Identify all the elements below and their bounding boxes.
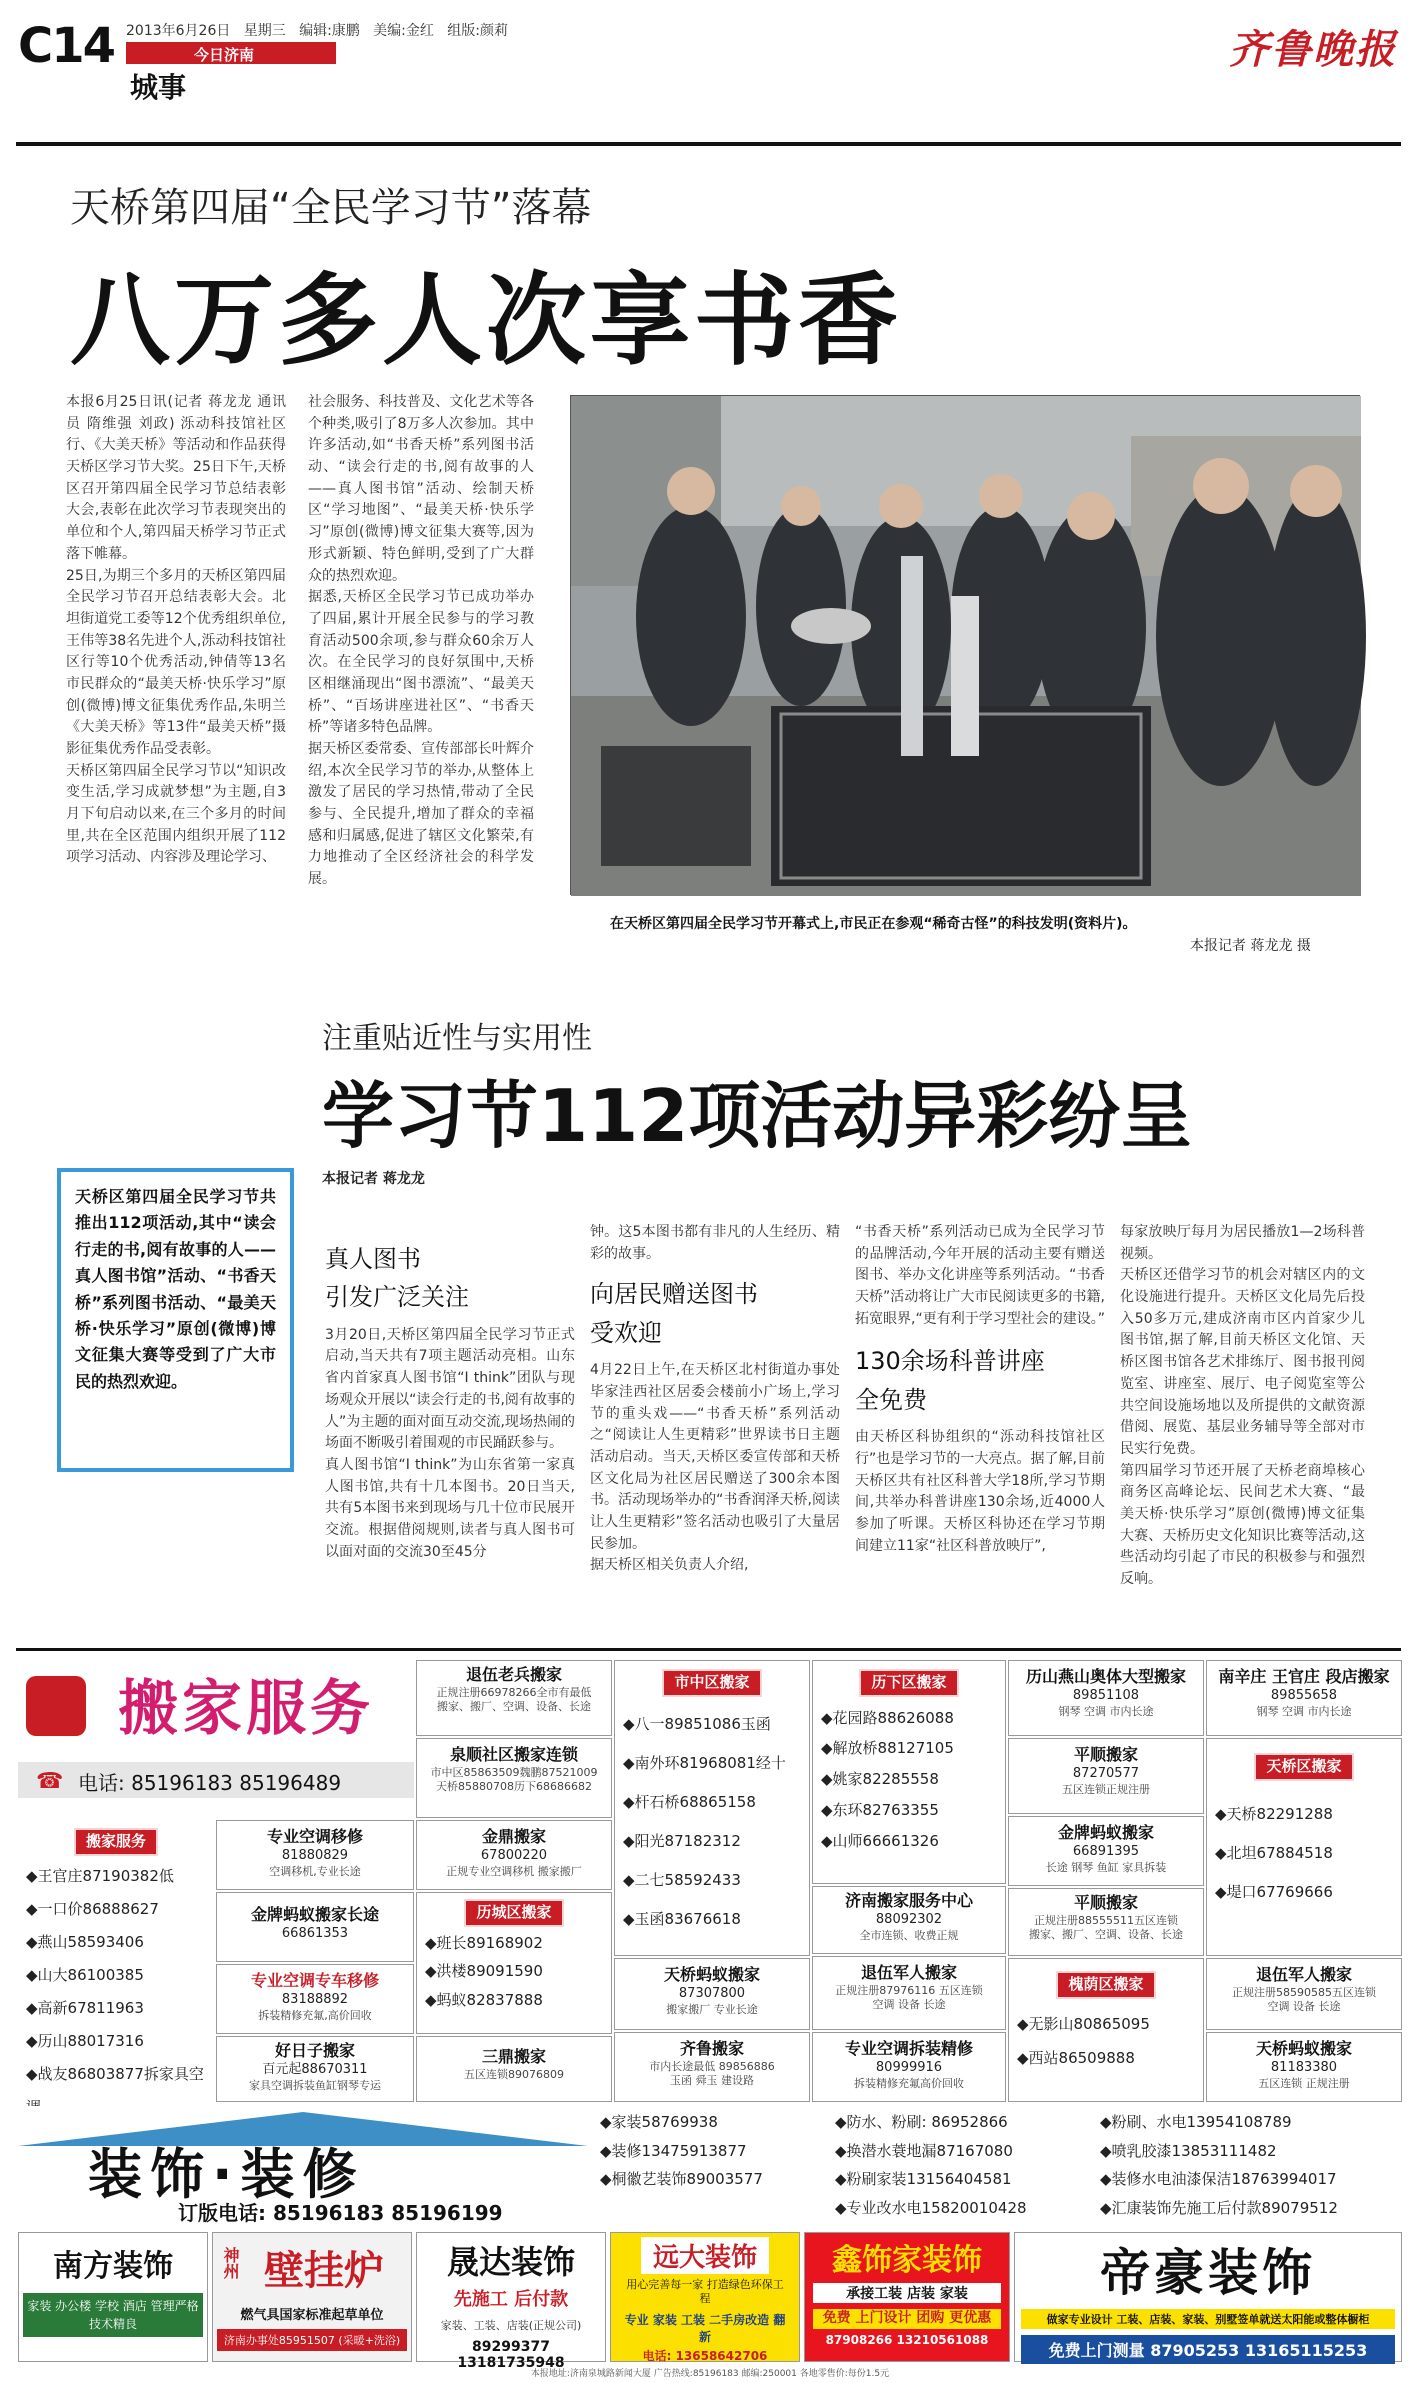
ad-desc: 正规注册88555511五区连锁 bbox=[1034, 1913, 1178, 1927]
ad-c-a2 bbox=[416, 1738, 612, 1818]
list-left-1: ◆一口价86888627 bbox=[26, 1899, 159, 1918]
ad-name: 平顺搬家 bbox=[1073, 1745, 1138, 1764]
ad-desc: 五区连锁 正规注册 bbox=[1258, 2076, 1350, 2090]
moving-title: 搬家服务 bbox=[118, 1674, 374, 1744]
editor: 编辑:康鹏 bbox=[299, 23, 360, 39]
ad-deco-banner bbox=[18, 2106, 588, 2226]
ad-nanfang bbox=[18, 2232, 208, 2362]
list-lixia-4: ◆山师66661326 bbox=[821, 1831, 939, 1850]
photo-credit: 本报记者 蒋龙龙 摄 bbox=[1190, 938, 1311, 954]
a2-col-2-text-b: 4月22日上午,在天桥区北村街道办事处毕家洼西社区居委会楼前小广场上,学习节的重头戏——“书香天桥”系列活动之“阅读让人生更精彩”世界读书日主题活动启动。当天,天桥区委宣传部和天桥区文化局为社区居民赠送了300余本图书。活动现场举办的“书香润泽天桥,阅读让人生更精彩”签名活动也吸引了大量居民参加。 据天桥区相关负责人介绍, bbox=[590, 1362, 840, 1574]
list-lichen-1: ◆洪楼89091590 bbox=[425, 1962, 543, 1980]
ad-desc: 长途 钢琴 鱼缸 家具拆装 bbox=[1045, 1860, 1167, 1874]
ad-name: 平顺搬家 bbox=[1073, 1893, 1138, 1912]
ad-bigualu-desc: 燃气具国家标准起草单位 bbox=[240, 2308, 384, 2323]
ad-dihao-title: 帝豪装饰 bbox=[1100, 2244, 1316, 2302]
ad-xinshijia-title: 鑫饰家装饰 bbox=[832, 2243, 982, 2278]
layout-editor: 组版:颜莉 bbox=[447, 23, 508, 39]
tag-tianqiao: 天桥区搬家 bbox=[1254, 1753, 1353, 1781]
ad-desc-2: 玉函 舜玉 建设路 bbox=[670, 2074, 754, 2088]
list-left-0: ◆王官庄87190382低 bbox=[26, 1866, 174, 1885]
ad-box-huaiyin bbox=[1008, 1958, 1204, 2102]
ad-box-left-list bbox=[18, 1822, 214, 2102]
ad-desc: 拆装精修充氟,高价回收 bbox=[258, 2008, 372, 2022]
art-editor: 美编:金红 bbox=[373, 23, 434, 39]
section-name: 城事 bbox=[130, 71, 187, 104]
ad-c-g2 bbox=[812, 1956, 1006, 2030]
ad-name: 济南搬家服务中心 bbox=[844, 1891, 973, 1910]
issue-date: 2013年6月26日 bbox=[126, 23, 231, 39]
ad-bigualu-brand: 神州 bbox=[221, 2247, 240, 2279]
ad-name: 天桥蚂蚁搬家 bbox=[1255, 2039, 1352, 2058]
issue-weekday: 星期三 bbox=[243, 23, 286, 39]
ad-name: 退伍老兵搬家 bbox=[465, 1665, 562, 1684]
list-left-5: ◆历山88017316 bbox=[26, 2031, 144, 2050]
deco-item-5: ◆粉刷家装13156404581 bbox=[835, 2170, 1012, 2188]
list-huaiyin-1: ◆西站86509888 bbox=[1017, 2049, 1135, 2067]
ad-shengda bbox=[416, 2232, 606, 2371]
ads-rule bbox=[16, 1648, 1401, 1651]
ad-desc: 空调移机,专业长途 bbox=[269, 1864, 361, 1878]
ad-nanfang-desc: 家装 办公楼 学校 酒店 管理严格 技术精良 bbox=[23, 2293, 203, 2337]
ad-phone: 89851108 bbox=[1072, 1687, 1140, 1703]
ad-phone: 87270577 bbox=[1072, 1765, 1140, 1781]
ad-desc: 正规专业空调移机 搬家搬厂 bbox=[446, 1864, 582, 1878]
ad-name: 齐鲁搬家 bbox=[679, 2039, 744, 2058]
ad-phone: 88092302 bbox=[875, 1911, 943, 1927]
ad-desc: 五区连锁正规注册 bbox=[1062, 1782, 1150, 1796]
a2-col-3 bbox=[855, 1222, 1105, 1627]
ad-name: 历山燕山奥体大型搬家 bbox=[1025, 1667, 1186, 1686]
ad-shengda-desc: 家装、工装、店装(正规公司) bbox=[440, 2319, 582, 2332]
ad-name: 退伍军人搬家 bbox=[1255, 1965, 1352, 1984]
list-shizhong-4: ◆二七58592433 bbox=[623, 1870, 741, 1889]
list-shizhong-1: ◆南外环81968081经十 bbox=[623, 1753, 786, 1772]
deco-item-6: ◆专业改水电15820010428 bbox=[835, 2198, 1027, 2217]
list-lixia-0: ◆花园路88626088 bbox=[821, 1708, 954, 1727]
photo-caption: 在天桥区第四届全民学习节开幕式上,市民正在参观“稀奇古怪”的科技发明(资料片)。 bbox=[610, 916, 1137, 932]
ad-c-e1 bbox=[216, 2036, 414, 2102]
ad-phone: 80999916 bbox=[875, 2059, 943, 2075]
ad-deco-list bbox=[592, 2106, 1402, 2226]
ad-phone: 81183380 bbox=[1270, 2059, 1338, 2075]
a2-col-1-text: 3月20日,天桥区第四届全民学习节正式启动,当天共有7项主题活动亮相。山东省内首家真人图书馆“I think”团队与现场观众开展以“读会行走的书,阅有故事的人”为主题的面对面互动交流,现场热闹的场面不断吸引着围观的市民踊跃参与。 真人图书馆“I think”为山东省第一家真人图书馆,共有十几本图书。20日当天,共有5本图书来到现场与几十位市民展开交流。根据借阅规则,读者与真人图书可以面对面的交流30至45分 bbox=[325, 1326, 575, 1560]
tag-lichen: 历城区搬家 bbox=[464, 1899, 563, 1927]
ad-phone: 百元起88670311 bbox=[262, 2061, 368, 2077]
a1-column-2: 社会服务、科技普及、文化艺术等各个种类,吸引了8万多人次参加。其中许多活动,如“书香天桥”系列图书活动、“读会行走的书,阅有故事的人——真人图书馆”活动、绘制天桥区“学习地图”、“最美天桥·快乐学习”原创(微博)博文征集大赛等,因为形式新颖、特色鲜明,受到了广大群众的热烈欢迎。 据悉,天桥区全民学习节已成功举办了四届,累计开展全民参与的学习教育活动500余项,参与群众60余万人次。在全民学习的良好氛围中,天桥区相继涌现出“图书漂流”、“最美天桥”、“百场讲座进社区”、“书香天桥”等诸多特色品牌。 据天桥区委常委、宣传部部长叶辉介绍,本次全民学习节的举办,从整体上激发了居民的学习热情,带动了全民参与、全民提升,增加了群众的幸福感和归属感,促进了辖区文化繁荣,有力地推动了全区经济社会的科学发展。 bbox=[308, 394, 534, 888]
ad-yuanda-phone: 电话: 13658642706 bbox=[642, 2348, 768, 2363]
ad-box-lichen bbox=[416, 1892, 612, 2034]
ad-name: 金鼎搬家 bbox=[481, 1827, 546, 1846]
list-tianqiao-1: ◆北坦67884518 bbox=[1215, 1843, 1333, 1862]
list-lixia-3: ◆东环82763355 bbox=[821, 1800, 939, 1819]
ad-name: 泉顺社区搬家连锁 bbox=[449, 1745, 578, 1764]
ad-c-h3 bbox=[1008, 1816, 1204, 1886]
ad-desc: 市中区85863509魏鹏87521009 bbox=[430, 1765, 598, 1779]
ad-c-h1 bbox=[1008, 1660, 1204, 1736]
ad-c-e2 bbox=[416, 2036, 612, 2102]
ad-name: 专业空调专车移修 bbox=[250, 1971, 379, 1990]
list-lichen-2: ◆蚂蚁82837888 bbox=[425, 1990, 543, 2009]
a2-col-3-text-b: 由天桥区科协组织的“泺动科技馆社区行”也是学习节的一大亮点。据了解,目前天桥区共有社区科普大学18所,学习节期间,共举办科普讲座130余场,近4000人参加了听课。天桥区科协还在学习节期间建立11家“社区科普放映厅”, bbox=[855, 1429, 1105, 1554]
ad-yuanda-desc: 专业 家装 工装 二手房改造 翻新 bbox=[624, 2312, 786, 2344]
ad-desc: 钢琴 空调 市内长途 bbox=[1058, 1704, 1154, 1718]
subhead-1a: 真人图书 bbox=[325, 1245, 421, 1273]
ad-c-g3 bbox=[812, 2032, 1006, 2102]
list-tianqiao-2: ◆堤口67769666 bbox=[1215, 1882, 1333, 1901]
subhead-1b: 引发广泛关注 bbox=[325, 1283, 469, 1312]
deco-item-2: ◆桐徽艺装饰89003577 bbox=[600, 2170, 763, 2188]
ad-c-a1 bbox=[416, 1660, 612, 1736]
ad-moving-banner bbox=[18, 1660, 414, 1820]
list-left-2: ◆燕山58593406 bbox=[26, 1932, 144, 1951]
tag-shizhong: 市中区搬家 bbox=[662, 1669, 761, 1697]
phone-icon: ☎ bbox=[36, 1769, 64, 1794]
pull-quote-text: 天桥区第四届全民学习节共推出112项活动,其中“读会行走的书,阅有故事的人——真人图书馆”活动、“书香天桥”系列图书活动、“最美天桥·快乐学习”原创(微博)博文征集大赛等受到了广大市民的热烈欢迎。 bbox=[75, 1187, 276, 1391]
list-lixia-1: ◆解放桥88127105 bbox=[821, 1739, 954, 1758]
a2-col-4: 每家放映厅每月为居民播放1—2场科普视频。 天桥区还借学习节的机会对辖区内的文化设施进行提升。天桥区文化局先后投入50多万元,建成济南市区内首家少儿图书馆,据了解,目前天桥区文化馆、天桥区图书馆各艺术排练厅、图书报刊阅览室、讲座室、展厅、电子阅览室等公共空间设施场地以及所提供的文献资源借阅、展览、基层业务辅导等全部对市民实行免费。 第四届学习节还开展了天桥老商埠核心商务区高峰论坛、民间艺术大赛、“最美天桥·快乐学习”原创(微博)博文征集大赛、天桥历史文化知识比赛等活动,这些活动均引起了市民的积极参与和强烈反响。 bbox=[1120, 1224, 1365, 1587]
a2-col-2-text-a: 钟。这5本图书都有非凡的人生经历、精彩的故事。 bbox=[590, 1224, 840, 1262]
subhead-3b: 全免费 bbox=[855, 1385, 927, 1414]
ad-phone: 66861353 bbox=[281, 1925, 349, 1941]
ad-c-h2 bbox=[1008, 1738, 1204, 1814]
subhead-3a: 130余场科普讲座 bbox=[855, 1347, 1045, 1376]
ad-phone: 67800220 bbox=[480, 1847, 548, 1863]
ad-xinshijia-desc: 免费 上门设计 团购 更优惠 bbox=[813, 2309, 1001, 2329]
ad-desc-2: 空调 设备 长途 bbox=[1267, 2000, 1341, 2014]
ad-phone: 83188892 bbox=[281, 1991, 349, 2007]
deco-item-7: ◆粉刷、水电13954108789 bbox=[1100, 2113, 1292, 2131]
a2-kicker: 注重贴近性与实用性 bbox=[322, 1021, 592, 1056]
tag-huaiyin: 槐荫区搬家 bbox=[1056, 1971, 1155, 1999]
tag-lixia: 历下区搬家 bbox=[859, 1669, 958, 1697]
ad-name: 退伍军人搬家 bbox=[860, 1963, 957, 1982]
ad-c-g1 bbox=[812, 1886, 1006, 1954]
ad-phone: 66891395 bbox=[1072, 1843, 1140, 1859]
photo-illustration bbox=[571, 396, 1361, 896]
moving-phone: 电话: 85196183 85196489 bbox=[78, 1771, 342, 1795]
ad-dihao bbox=[1014, 2232, 1402, 2362]
tag-moving: 搬家服务 bbox=[74, 1828, 158, 1856]
ad-desc: 正规注册58590585五区连锁 bbox=[1232, 1985, 1376, 1999]
ad-c-f2 bbox=[614, 2032, 810, 2102]
a2-col-2 bbox=[590, 1222, 840, 1650]
ad-desc: 市内长途最低 89856886 bbox=[649, 2059, 775, 2073]
list-shizhong-5: ◆玉函83676618 bbox=[623, 1909, 741, 1928]
list-left-4: ◆高新67811963 bbox=[26, 1998, 144, 2017]
ad-c-b1 bbox=[216, 1820, 414, 1890]
ad-c-i1 bbox=[1206, 1660, 1402, 1736]
a1-column-1: 本报6月25日讯(记者 蒋龙龙 通讯员 隋维强 刘政) 泺动科技馆社区行、《大美天桥》等活动和作品获得天桥区学习节大奖。25日下午,天桥区召开第四届全民学习节总结表彰大会,表彰在此次学习节表现突出的单位和个人,第四届天桥学习节正式落下帷幕。 25日,为期三个多月的天桥区第四届全民学习节召开总结表彰大会。北坦街道党工委等12个优秀组织单位,王伟等38名先进个人,泺动科技馆社区行等10个优秀活动,钟倩等13名市民群众的“最美天桥·快乐学习”原创(微博)博文征集优秀作品,朱明兰《大美天桥》等13件“最美天桥”摄影征集优秀作品受表彰。 天桥区第四届全民学习节以“知识改变生活,学习成就梦想”为主题,自3月下旬启动以来,在三个多月的时间里,共在全区范围内组织开展了112项学习活动、内容涉及理论学习、 bbox=[66, 394, 286, 866]
footer-line: 本报地址:济南泉城路新闻大厦 广告热线:85196183 邮编:250001 各地零售价:每份1.5元 bbox=[530, 2369, 890, 2379]
ad-yuanda-slogan: 用心完善每一家 打造绿色环保工程 bbox=[626, 2278, 784, 2306]
deco-item-0: ◆家装58769938 bbox=[600, 2113, 718, 2131]
ad-yuanda bbox=[610, 2232, 800, 2362]
ad-desc-2: 空调 设备 长途 bbox=[872, 1998, 946, 2012]
ad-xinshijia-phone: 87908266 13210561088 bbox=[825, 2332, 989, 2347]
a2-col-1 bbox=[325, 1240, 575, 1685]
ad-nanfang-title: 南方装饰 bbox=[53, 2249, 173, 2284]
list-left-3: ◆山大86100385 bbox=[26, 1965, 144, 1984]
ad-shengda-phone: 89299377 13181735948 bbox=[457, 2339, 565, 2371]
ad-box-shizhong bbox=[614, 1660, 810, 1956]
deco-item-1: ◆装修13475913877 bbox=[600, 2141, 747, 2160]
page-number: C14 bbox=[18, 18, 115, 74]
ad-desc: 钢琴 空调 市内长途 bbox=[1256, 1704, 1352, 1718]
ad-c-i2 bbox=[1206, 1958, 1402, 2030]
masthead-logo: 齐鲁晚报 bbox=[1229, 26, 1397, 73]
ad-name: 金牌蚂蚁搬家长途 bbox=[250, 1905, 379, 1924]
ad-name: 南辛庄 王官庄 段店搬家 bbox=[1218, 1667, 1390, 1686]
ad-phone: 89855658 bbox=[1270, 1687, 1338, 1703]
ad-bigualu bbox=[212, 2232, 412, 2362]
section-tag: 今日济南 bbox=[126, 42, 336, 64]
ad-name: 三鼎搬家 bbox=[481, 2047, 546, 2066]
list-left-6: ◆战友86803877拆家具空 bbox=[26, 2064, 204, 2083]
list-lichen-0: ◆班长89168902 bbox=[425, 1933, 543, 1952]
ad-desc-2: 搬家、搬厂、空调、设备、长途 bbox=[437, 1700, 591, 1714]
ad-desc-2: 天桥85880708历下68686682 bbox=[436, 1780, 592, 1794]
deco-item-8: ◆喷乳胶漆13853111482 bbox=[1100, 2141, 1277, 2160]
ad-phone: 81880829 bbox=[281, 1847, 349, 1863]
ad-c-h4 bbox=[1008, 1888, 1204, 1956]
deco-phone: 订版电话: 85196183 85196199 bbox=[178, 2201, 503, 2225]
ad-dihao-phone: 免费上门测量 87905253 13165115253 bbox=[1021, 2335, 1395, 2364]
ad-name: 天桥蚂蚁搬家 bbox=[663, 1965, 760, 1984]
ad-desc-2: 搬家、搬厂、空调、设备、长途 bbox=[1029, 1928, 1183, 1942]
ad-c-f1 bbox=[614, 1958, 810, 2030]
ad-c-c1 bbox=[216, 1892, 414, 1962]
deco-item-9: ◆装修水电油漆保洁18763994017 bbox=[1100, 2170, 1337, 2188]
ad-desc: 正规注册66978266全市有最低 bbox=[436, 1685, 592, 1699]
ad-desc: 拆装精修充氟高价回收 bbox=[854, 2076, 964, 2090]
a1-headline: 八万多人次享书香 bbox=[70, 262, 902, 379]
ad-dihao-desc: 做家专业设计 工装、店装、家装、别墅签单就送太阳能或整体橱柜 bbox=[1021, 2309, 1395, 2329]
ad-bigualu-phone: 济南办事处85951507 (采暖+洗浴) bbox=[217, 2329, 407, 2351]
ad-xinshijia-slogan: 承接工装 店装 家装 bbox=[813, 2283, 1001, 2303]
ad-desc: 正规注册87976116 五区连锁 bbox=[835, 1983, 983, 1997]
a2-headline: 学习节112项活动异彩纷呈 bbox=[322, 1074, 1193, 1158]
ad-c-i3 bbox=[1206, 2032, 1402, 2102]
ad-shengda-slogan: 先施工 后付款 bbox=[453, 2289, 569, 2310]
ad-c-b2 bbox=[416, 1820, 612, 1890]
ad-name: 专业空调拆装精修 bbox=[844, 2039, 973, 2058]
header-rule bbox=[16, 142, 1401, 146]
ad-desc: 搬家搬厂 专业长途 bbox=[666, 2002, 758, 2016]
deco-item-4: ◆换潜水蓑地漏87167080 bbox=[835, 2141, 1013, 2160]
a1-kicker: 天桥第四届“全民学习节”落幕 bbox=[70, 185, 592, 231]
subhead-2b: 受欢迎 bbox=[590, 1318, 662, 1347]
page-header bbox=[18, 16, 1403, 104]
list-huaiyin-0: ◆无影山80865095 bbox=[1017, 2014, 1150, 2033]
list-lixia-2: ◆姚家82285558 bbox=[821, 1770, 939, 1788]
list-shizhong-3: ◆阳光87182312 bbox=[623, 1831, 741, 1850]
ad-xinshijia bbox=[804, 2232, 1010, 2362]
deco-item-10: ◆汇康装饰先施工后付款89079512 bbox=[1100, 2198, 1338, 2217]
list-tianqiao-0: ◆天桥82291288 bbox=[1215, 1804, 1333, 1823]
ad-phone: 87307800 bbox=[678, 1985, 746, 2001]
news-photo bbox=[570, 395, 1360, 895]
a2-col-3-text-a: “书香天桥”系列活动已成为全民学习节的品牌活动,今年开展的活动主要有赠送图书、举办文化讲座等系列活动。“书香天桥”活动将让广大市民阅读更多的书籍,拓宽眼界,“更有利于学习型社会的建设。” bbox=[855, 1224, 1105, 1327]
pull-quote bbox=[57, 1168, 294, 1472]
ad-desc: 全市连锁、收费正规 bbox=[859, 1928, 959, 1942]
list-shizhong-0: ◆八一89851086玉函 bbox=[623, 1714, 771, 1733]
list-shizhong-2: ◆杆石桥68865158 bbox=[623, 1792, 756, 1811]
ad-desc: 五区连锁89076809 bbox=[464, 2067, 564, 2081]
ad-name: 专业空调移修 bbox=[266, 1827, 363, 1846]
ad-shengda-title: 晟达装饰 bbox=[446, 2243, 575, 2281]
ad-bigualu-title: 壁挂炉 bbox=[264, 2248, 384, 2294]
deco-item-3: ◆防水、粉刷: 86952866 bbox=[835, 2113, 1008, 2131]
header-meta bbox=[126, 20, 508, 40]
ad-name: 金牌蚂蚁搬家 bbox=[1057, 1823, 1154, 1842]
a2-byline: 本报记者 蒋龙龙 bbox=[322, 1171, 425, 1187]
subhead-2a: 向居民赠送图书 bbox=[590, 1280, 758, 1309]
deco-title: 装饰·装修 bbox=[88, 2143, 365, 2206]
ad-name: 好日子搬家 bbox=[274, 2041, 355, 2060]
ad-c-d1 bbox=[216, 1964, 414, 2034]
ad-box-lixia bbox=[812, 1660, 1006, 1884]
ad-box-tianqiao bbox=[1206, 1738, 1402, 1956]
ad-desc: 家具空调拆装鱼缸钢琴专运 bbox=[249, 2078, 381, 2092]
moving-truck-icon bbox=[26, 1676, 86, 1736]
ad-yuanda-title: 远大装饰 bbox=[641, 2237, 769, 2274]
